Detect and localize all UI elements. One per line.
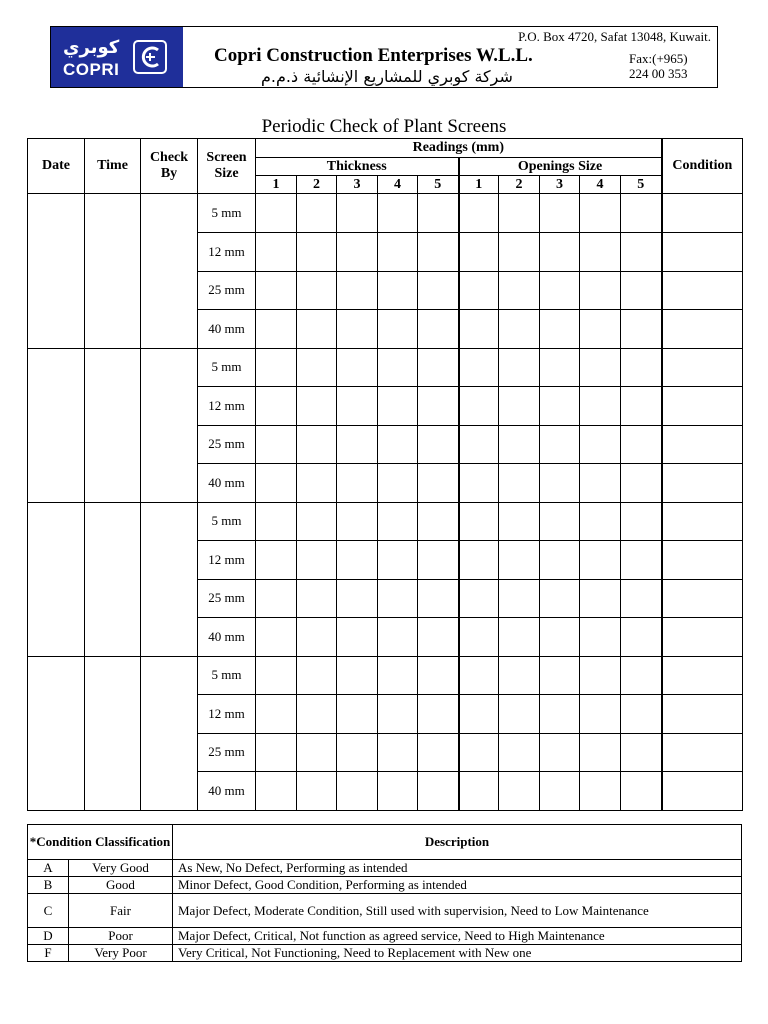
screen-size-cell: 12 mm bbox=[198, 233, 256, 272]
openings-value-cell[interactable] bbox=[540, 233, 580, 272]
openings-value-cell[interactable] bbox=[499, 271, 540, 310]
thickness-value-cell[interactable] bbox=[337, 579, 378, 618]
openings-value-cell[interactable] bbox=[580, 348, 621, 387]
openings-value-cell[interactable] bbox=[459, 387, 499, 426]
openings-reading-2: 2 bbox=[499, 176, 540, 194]
legend-row bbox=[28, 894, 742, 928]
openings-value-cell[interactable] bbox=[499, 695, 540, 734]
thickness-value-cell[interactable] bbox=[418, 194, 459, 233]
openings-value-cell[interactable] bbox=[499, 425, 540, 464]
table-row bbox=[28, 348, 743, 387]
condition-cell[interactable] bbox=[662, 733, 743, 772]
openings-value-cell[interactable] bbox=[499, 502, 540, 541]
thickness-value-cell[interactable] bbox=[337, 233, 378, 272]
thickness-value-cell[interactable] bbox=[418, 502, 459, 541]
thickness-value-cell[interactable] bbox=[418, 772, 459, 811]
thickness-value-cell[interactable] bbox=[297, 502, 337, 541]
openings-value-cell[interactable] bbox=[621, 772, 662, 811]
condition-cell[interactable] bbox=[662, 695, 743, 734]
screen-size-cell: 25 mm bbox=[198, 425, 256, 464]
thickness-value-cell[interactable] bbox=[378, 541, 418, 580]
condition-cell[interactable] bbox=[662, 233, 743, 272]
openings-value-cell[interactable] bbox=[621, 271, 662, 310]
fax-info bbox=[629, 51, 688, 81]
thickness-value-cell[interactable] bbox=[256, 194, 297, 233]
thickness-value-cell[interactable] bbox=[256, 579, 297, 618]
openings-value-cell[interactable] bbox=[621, 656, 662, 695]
thickness-value-cell[interactable] bbox=[337, 387, 378, 426]
openings-value-cell[interactable] bbox=[621, 310, 662, 349]
thickness-value-cell[interactable] bbox=[378, 618, 418, 657]
legend-description: As New, No Defect, Performing as intended bbox=[173, 860, 742, 877]
thickness-value-cell[interactable] bbox=[378, 310, 418, 349]
screen-size-cell: 40 mm bbox=[198, 310, 256, 349]
table-row bbox=[28, 194, 743, 233]
thickness-value-cell[interactable] bbox=[297, 387, 337, 426]
legend-row bbox=[28, 945, 742, 962]
openings-value-cell[interactable] bbox=[459, 348, 499, 387]
legend-row bbox=[28, 860, 742, 877]
thickness-value-cell[interactable] bbox=[337, 618, 378, 657]
date-cell[interactable] bbox=[28, 194, 85, 349]
openings-reading-5: 5 bbox=[621, 176, 662, 194]
thickness-value-cell[interactable] bbox=[337, 348, 378, 387]
thickness-value-cell[interactable] bbox=[297, 233, 337, 272]
time-cell[interactable] bbox=[85, 194, 141, 349]
thickness-value-cell[interactable] bbox=[378, 348, 418, 387]
date-cell[interactable] bbox=[28, 656, 85, 810]
thickness-value-cell[interactable] bbox=[378, 387, 418, 426]
screen-size-cell: 12 mm bbox=[198, 387, 256, 426]
openings-value-cell[interactable] bbox=[459, 695, 499, 734]
thickness-value-cell[interactable] bbox=[297, 618, 337, 657]
openings-value-cell[interactable] bbox=[621, 464, 662, 503]
openings-value-cell[interactable] bbox=[540, 387, 580, 426]
condition-cell[interactable] bbox=[662, 579, 743, 618]
openings-value-cell[interactable] bbox=[621, 541, 662, 580]
condition-cell[interactable] bbox=[662, 618, 743, 657]
thickness-value-cell[interactable] bbox=[256, 541, 297, 580]
openings-value-cell[interactable] bbox=[459, 464, 499, 503]
openings-value-cell[interactable] bbox=[459, 656, 499, 695]
company-logo bbox=[51, 27, 183, 87]
thickness-value-cell[interactable] bbox=[378, 425, 418, 464]
thickness-reading-4: 4 bbox=[378, 176, 418, 194]
openings-value-cell[interactable] bbox=[621, 695, 662, 734]
openings-value-cell[interactable] bbox=[459, 310, 499, 349]
openings-value-cell[interactable] bbox=[499, 656, 540, 695]
condition-legend-table bbox=[27, 824, 742, 962]
openings-value-cell[interactable] bbox=[459, 733, 499, 772]
openings-value-cell[interactable] bbox=[580, 310, 621, 349]
header-date: Date bbox=[28, 139, 85, 194]
openings-value-cell[interactable] bbox=[580, 425, 621, 464]
openings-value-cell[interactable] bbox=[459, 502, 499, 541]
thickness-value-cell[interactable] bbox=[297, 194, 337, 233]
legend-header-description: Description bbox=[173, 825, 742, 860]
openings-value-cell[interactable] bbox=[540, 348, 580, 387]
condition-cell[interactable] bbox=[662, 656, 743, 695]
openings-value-cell[interactable] bbox=[540, 579, 580, 618]
thickness-value-cell[interactable] bbox=[256, 425, 297, 464]
table-row bbox=[28, 502, 743, 541]
legend-description: Minor Defect, Good Condition, Performing as intended bbox=[173, 877, 742, 894]
thickness-value-cell[interactable] bbox=[418, 618, 459, 657]
legend-code: C bbox=[28, 894, 69, 928]
thickness-value-cell[interactable] bbox=[378, 194, 418, 233]
screen-size-cell: 25 mm bbox=[198, 733, 256, 772]
legend-label: Fair bbox=[69, 894, 173, 928]
thickness-value-cell[interactable] bbox=[337, 695, 378, 734]
check-by-cell[interactable] bbox=[141, 194, 198, 349]
legend-code: B bbox=[28, 877, 69, 894]
thickness-value-cell[interactable] bbox=[378, 233, 418, 272]
thickness-value-cell[interactable] bbox=[418, 271, 459, 310]
openings-value-cell[interactable] bbox=[540, 502, 580, 541]
openings-value-cell[interactable] bbox=[580, 271, 621, 310]
openings-value-cell[interactable] bbox=[499, 194, 540, 233]
condition-cell[interactable] bbox=[662, 541, 743, 580]
thickness-value-cell[interactable] bbox=[256, 348, 297, 387]
check-by-cell[interactable] bbox=[141, 656, 198, 810]
thickness-value-cell[interactable] bbox=[337, 425, 378, 464]
legend-body bbox=[28, 860, 742, 962]
thickness-value-cell[interactable] bbox=[418, 387, 459, 426]
logo-mark-icon bbox=[133, 40, 167, 74]
openings-value-cell[interactable] bbox=[580, 387, 621, 426]
thickness-value-cell[interactable] bbox=[378, 502, 418, 541]
thickness-value-cell[interactable] bbox=[297, 348, 337, 387]
openings-value-cell[interactable] bbox=[540, 733, 580, 772]
openings-value-cell[interactable] bbox=[580, 618, 621, 657]
thickness-reading-2: 2 bbox=[297, 176, 337, 194]
thickness-value-cell[interactable] bbox=[378, 271, 418, 310]
openings-value-cell[interactable] bbox=[580, 194, 621, 233]
thickness-value-cell[interactable] bbox=[337, 464, 378, 503]
thickness-value-cell[interactable] bbox=[378, 695, 418, 734]
legend-description: Major Defect, Moderate Condition, Still used with supervision, Need to Low Maintenance bbox=[173, 894, 742, 928]
openings-reading-4: 4 bbox=[580, 176, 621, 194]
condition-cell[interactable] bbox=[662, 348, 743, 387]
thickness-value-cell[interactable] bbox=[418, 233, 459, 272]
screen-size-cell: 40 mm bbox=[198, 618, 256, 657]
openings-value-cell[interactable] bbox=[621, 733, 662, 772]
openings-value-cell[interactable] bbox=[621, 618, 662, 657]
legend-row bbox=[28, 877, 742, 894]
legend-description: Very Critical, Not Functioning, Need to Replacement with New one bbox=[173, 945, 742, 962]
thickness-value-cell[interactable] bbox=[256, 695, 297, 734]
openings-value-cell[interactable] bbox=[621, 425, 662, 464]
thickness-value-cell[interactable] bbox=[256, 387, 297, 426]
thickness-value-cell[interactable] bbox=[297, 579, 337, 618]
openings-value-cell[interactable] bbox=[459, 233, 499, 272]
screen-size-cell: 12 mm bbox=[198, 695, 256, 734]
openings-value-cell[interactable] bbox=[580, 733, 621, 772]
thickness-value-cell[interactable] bbox=[297, 541, 337, 580]
thickness-value-cell[interactable] bbox=[418, 425, 459, 464]
openings-value-cell[interactable] bbox=[580, 233, 621, 272]
thickness-value-cell[interactable] bbox=[337, 194, 378, 233]
openings-value-cell[interactable] bbox=[499, 541, 540, 580]
form-title: Periodic Check of Plant Screens bbox=[261, 116, 507, 137]
time-cell[interactable] bbox=[85, 656, 141, 810]
thickness-value-cell[interactable] bbox=[256, 464, 297, 503]
legend-label: Very Poor bbox=[69, 945, 173, 962]
openings-value-cell[interactable] bbox=[580, 541, 621, 580]
screen-size-cell: 5 mm bbox=[198, 656, 256, 695]
screen-size-cell: 40 mm bbox=[198, 772, 256, 811]
thickness-value-cell[interactable] bbox=[256, 618, 297, 657]
thickness-value-cell[interactable] bbox=[418, 733, 459, 772]
letterhead bbox=[50, 26, 718, 88]
openings-value-cell[interactable] bbox=[540, 656, 580, 695]
openings-value-cell[interactable] bbox=[499, 618, 540, 657]
screen-size-cell: 25 mm bbox=[198, 271, 256, 310]
thickness-value-cell[interactable] bbox=[297, 425, 337, 464]
header-openings-size: Openings Size bbox=[459, 158, 662, 176]
legend-code: D bbox=[28, 928, 69, 945]
openings-value-cell[interactable] bbox=[621, 233, 662, 272]
openings-value-cell[interactable] bbox=[459, 541, 499, 580]
openings-value-cell[interactable] bbox=[621, 348, 662, 387]
condition-cell[interactable] bbox=[662, 271, 743, 310]
thickness-value-cell[interactable] bbox=[297, 695, 337, 734]
legend-code: A bbox=[28, 860, 69, 877]
openings-reading-3: 3 bbox=[540, 176, 580, 194]
thickness-value-cell[interactable] bbox=[337, 502, 378, 541]
openings-value-cell[interactable] bbox=[580, 695, 621, 734]
thickness-value-cell[interactable] bbox=[418, 695, 459, 734]
openings-value-cell[interactable] bbox=[499, 310, 540, 349]
openings-value-cell[interactable] bbox=[621, 387, 662, 426]
openings-value-cell[interactable] bbox=[540, 425, 580, 464]
thickness-value-cell[interactable] bbox=[337, 733, 378, 772]
thickness-value-cell[interactable] bbox=[418, 656, 459, 695]
header-thickness: Thickness bbox=[256, 158, 459, 176]
screen-size-cell: 5 mm bbox=[198, 502, 256, 541]
legend-description: Major Defect, Critical, Not function as agreed service, Need to High Maintenance bbox=[173, 928, 742, 945]
openings-value-cell[interactable] bbox=[580, 772, 621, 811]
openings-value-cell[interactable] bbox=[580, 502, 621, 541]
condition-cell[interactable] bbox=[662, 502, 743, 541]
thickness-value-cell[interactable] bbox=[256, 656, 297, 695]
thickness-value-cell[interactable] bbox=[297, 271, 337, 310]
condition-cell[interactable] bbox=[662, 464, 743, 503]
openings-value-cell[interactable] bbox=[540, 541, 580, 580]
openings-value-cell[interactable] bbox=[540, 194, 580, 233]
time-cell[interactable] bbox=[85, 502, 141, 656]
thickness-value-cell[interactable] bbox=[256, 310, 297, 349]
thickness-value-cell[interactable] bbox=[418, 579, 459, 618]
openings-value-cell[interactable] bbox=[499, 233, 540, 272]
header-check-by: Check By bbox=[141, 139, 198, 194]
openings-value-cell[interactable] bbox=[621, 502, 662, 541]
thickness-value-cell[interactable] bbox=[297, 656, 337, 695]
openings-value-cell[interactable] bbox=[621, 194, 662, 233]
screen-size-cell: 40 mm bbox=[198, 464, 256, 503]
openings-value-cell[interactable] bbox=[580, 656, 621, 695]
company-address: P.O. Box 4720, Safat 13048, Kuwait. bbox=[518, 29, 711, 44]
openings-value-cell[interactable] bbox=[499, 348, 540, 387]
company-name-arabic: شركة كوبري للمشاريع الإنشائية ذ.م.م bbox=[261, 67, 513, 86]
fax-number: 224 00 353 bbox=[629, 66, 688, 81]
thickness-value-cell[interactable] bbox=[297, 733, 337, 772]
openings-value-cell[interactable] bbox=[580, 464, 621, 503]
thickness-reading-1: 1 bbox=[256, 176, 297, 194]
openings-value-cell[interactable] bbox=[540, 618, 580, 657]
openings-value-cell[interactable] bbox=[499, 733, 540, 772]
header-time: Time bbox=[85, 139, 141, 194]
openings-reading-1: 1 bbox=[459, 176, 499, 194]
openings-value-cell[interactable] bbox=[540, 464, 580, 503]
thickness-value-cell[interactable] bbox=[378, 772, 418, 811]
check-by-cell[interactable] bbox=[141, 502, 198, 656]
check-by-cell[interactable] bbox=[141, 348, 198, 502]
screen-size-cell: 5 mm bbox=[198, 194, 256, 233]
fax-label: Fax:(+965) bbox=[629, 51, 688, 66]
header-screen-size: Screen Size bbox=[198, 139, 256, 194]
openings-value-cell[interactable] bbox=[499, 464, 540, 503]
thickness-value-cell[interactable] bbox=[337, 310, 378, 349]
legend-row bbox=[28, 928, 742, 945]
date-cell[interactable] bbox=[28, 502, 85, 656]
openings-value-cell[interactable] bbox=[459, 772, 499, 811]
company-name: Copri Construction Enterprises W.L.L. bbox=[214, 45, 533, 66]
time-cell[interactable] bbox=[85, 348, 141, 502]
openings-value-cell[interactable] bbox=[459, 271, 499, 310]
readings-body bbox=[28, 194, 743, 811]
openings-value-cell[interactable] bbox=[621, 579, 662, 618]
thickness-value-cell[interactable] bbox=[337, 541, 378, 580]
thickness-value-cell[interactable] bbox=[256, 233, 297, 272]
openings-value-cell[interactable] bbox=[459, 618, 499, 657]
thickness-reading-5: 5 bbox=[418, 176, 459, 194]
thickness-value-cell[interactable] bbox=[378, 656, 418, 695]
screen-size-cell: 5 mm bbox=[198, 348, 256, 387]
openings-value-cell[interactable] bbox=[499, 579, 540, 618]
thickness-value-cell[interactable] bbox=[297, 464, 337, 503]
table-row bbox=[28, 656, 743, 695]
thickness-value-cell[interactable] bbox=[337, 772, 378, 811]
openings-value-cell[interactable] bbox=[540, 772, 580, 811]
thickness-value-cell[interactable] bbox=[418, 310, 459, 349]
thickness-reading-3: 3 bbox=[337, 176, 378, 194]
header-readings: Readings (mm) bbox=[256, 139, 662, 158]
condition-cell[interactable] bbox=[662, 310, 743, 349]
openings-value-cell[interactable] bbox=[459, 194, 499, 233]
thickness-value-cell[interactable] bbox=[418, 464, 459, 503]
legend-label: Very Good bbox=[69, 860, 173, 877]
logo-arabic-text: كوبري bbox=[63, 37, 120, 58]
thickness-value-cell[interactable] bbox=[256, 772, 297, 811]
thickness-value-cell[interactable] bbox=[256, 733, 297, 772]
legend-label: Poor bbox=[69, 928, 173, 945]
date-cell[interactable] bbox=[28, 348, 85, 502]
thickness-value-cell[interactable] bbox=[418, 348, 459, 387]
header-condition: Condition bbox=[662, 139, 743, 194]
condition-cell[interactable] bbox=[662, 387, 743, 426]
openings-value-cell[interactable] bbox=[540, 310, 580, 349]
screen-size-cell: 25 mm bbox=[198, 579, 256, 618]
thickness-value-cell[interactable] bbox=[256, 271, 297, 310]
condition-cell[interactable] bbox=[662, 772, 743, 811]
thickness-value-cell[interactable] bbox=[418, 541, 459, 580]
thickness-value-cell[interactable] bbox=[378, 579, 418, 618]
condition-cell[interactable] bbox=[662, 194, 743, 233]
thickness-value-cell[interactable] bbox=[297, 310, 337, 349]
legend-code: F bbox=[28, 945, 69, 962]
openings-value-cell[interactable] bbox=[540, 695, 580, 734]
openings-value-cell[interactable] bbox=[499, 772, 540, 811]
screens-check-table bbox=[27, 138, 743, 811]
thickness-value-cell[interactable] bbox=[297, 772, 337, 811]
legend-label: Good bbox=[69, 877, 173, 894]
openings-value-cell[interactable] bbox=[459, 425, 499, 464]
screen-size-cell: 12 mm bbox=[198, 541, 256, 580]
thickness-value-cell[interactable] bbox=[337, 271, 378, 310]
openings-value-cell[interactable] bbox=[540, 271, 580, 310]
legend-header-classification: *Condition Classification bbox=[28, 825, 173, 860]
openings-value-cell[interactable] bbox=[580, 579, 621, 618]
thickness-value-cell[interactable] bbox=[256, 502, 297, 541]
thickness-value-cell[interactable] bbox=[378, 464, 418, 503]
condition-cell[interactable] bbox=[662, 425, 743, 464]
thickness-value-cell[interactable] bbox=[337, 656, 378, 695]
openings-value-cell[interactable] bbox=[499, 387, 540, 426]
logo-english-text: COPRI bbox=[63, 60, 120, 79]
thickness-value-cell[interactable] bbox=[378, 733, 418, 772]
openings-value-cell[interactable] bbox=[459, 579, 499, 618]
